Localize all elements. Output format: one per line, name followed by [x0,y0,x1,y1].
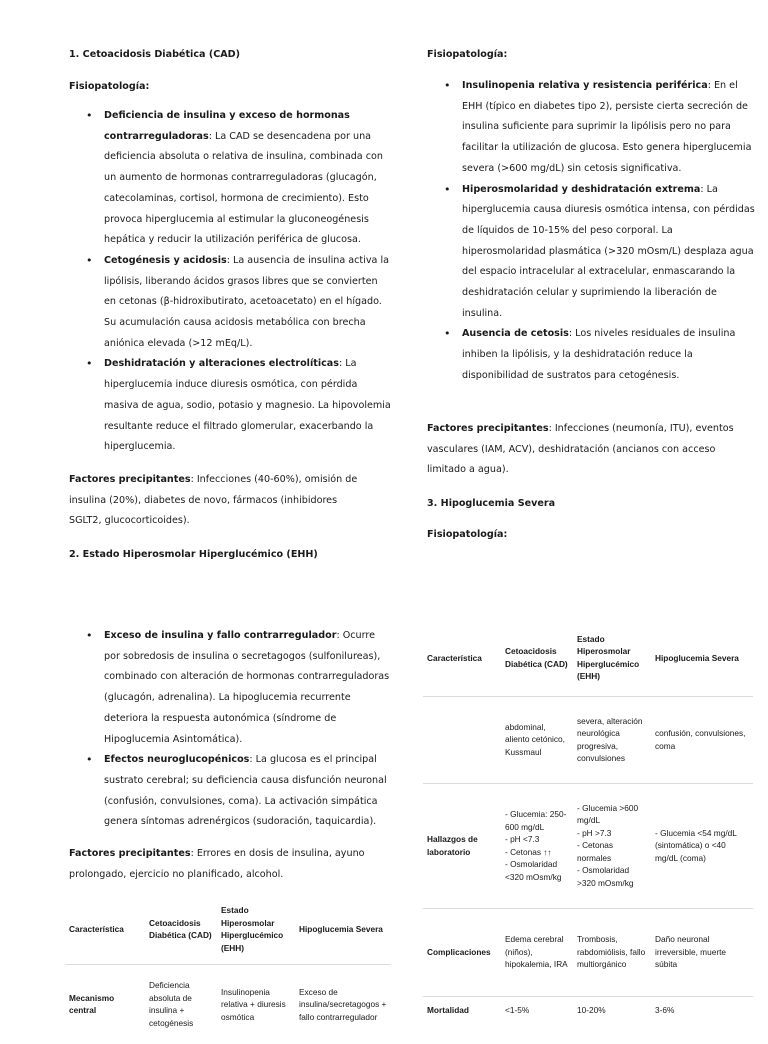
table-row: Mortalidad <1-5% 10-20% 3-6% [427,1005,675,1015]
section-3-title: 3. Hipoglucemia Severa [427,498,556,509]
section-2-title: 2. Estado Hiperosmolar Hiperglucémico (EHH) [69,549,318,560]
list-item: • Deficiencia de insulina y exceso de hormonas contrarreguladoras: La CAD se desencadena por una deficiencia absoluta o relativa de insulina, combinada con un aumento de hormonas contrarreguladoras (glucagón, catecolaminas, cortisol, hormona de crecimiento). Esto provoca hiperglucemia al estimular la gluconeogénesis hepática y reducir la utilización periférica de glucosa. [69,106,391,251]
list-item: • Exceso de insulina y fallo contrarregulador: Ocurre por sobredosis de insulina o secretagogos (sulfonilureas), combinado con alteración de hormonas contrarreguladoras (glucagón, adrenalina). La hipoglucemia recurrente deteriora la respuesta autonómica (síndrome de Hipoglucemia Asintomática). [69,626,391,750]
list-item: • Hiperosmolaridad y deshidratación extrema: La hiperglucemia causa diuresis osmótica intensa, con pérdidas de líquidos de 10-15% del peso corporal. La hiperosmolaridad plasmática (>320 mOsm/L) desplaza agua del espacio intracelular al extracelular, enmascarando la deshidratación celular y suprimiendo la liberación de insulina. [427,180,757,325]
list-item: • Deshidratación y alteraciones electrolíticas: La hiperglucemia induce diuresis osmótica, con pérdida masiva de agua, sodio, potasio y magnesio. La hipovolemia resultante reduce el filtrado glomerular, exacerbando la hiperglucemia. [69,354,391,458]
list-item: • Ausencia de cetosis: Los niveles residuales de insulina inhiben la lipólisis, y la deshidratación reduce la disponibilidad de sustratos para cetogénesis. [427,324,757,386]
table-row: Complicaciones Edema cerebral (niños), hipokalemia, IRA Trombosis, rabdomiólisis, fallo multiorgánico Daño neuronal irreversible, muerte súbita [423,908,753,996]
section-2-fisio-heading: Fisiopatología: [427,49,508,60]
table-row: Mecanismo central Deficiencia absoluta de insulina + cetogénesis Insulinopenia relativa + diuresis osmótica Exceso de insulina/secretagogos + fallo contrarregulador [69,980,387,1028]
section-1-fisio-heading: Fisiopatología: [69,81,150,92]
section-3-fisio-heading: Fisiopatología: [427,529,508,540]
list-item: • Efectos neuroglucopénicos: La glucosa es el principal sustrato cerebral; su deficiencia causa disfunción neuronal (confusión, convulsiones, coma). La activación simpática genera síntomas adrenérgicos (sudoración, taquicardia). [69,750,391,833]
section-3-list [69,626,391,833]
section-1-title: 1. Cetoacidosis Diabética (CAD) [69,49,241,60]
list-item: • Cetogénesis y acidosis: La ausencia de insulina activa la lipólisis, liberando ácidos grasos libres que se convierten en cetonas (β-hidroxibutirato, acetoacetato) en el hígado. Su acumulación causa acidosis metabólica con brecha aniónica elevada (>12 mEq/L). [69,251,391,355]
comparison-table-left [65,895,391,1044]
section-2-list [427,76,757,387]
table-header-row: Característica Cetoacidosis Diabética (CAD) Estado Hiperosmolar Hiperglucémico (EHH) Hipoglucemia Severa [423,620,753,696]
section-1-factores: Factores precipitantes: Infecciones (40-60%), omisión de insulina (20%), diabetes de novo, fármacos (inhibidores SGLT2, glucocorticoides). [69,474,358,527]
table-row: abdominal, aliento cetónico, Kussmaul severa, alteración neurológica progresiva, convulsiones confusión, convulsiones, coma [423,696,753,783]
comparison-table-right [423,620,753,1024]
section-3-factores: Factores precipitantes: Errores en dosis de insulina, ayuno prolongado, ejercicio no planificado, alcohol. [69,848,365,880]
section-2-factores: Factores precipitantes: Infecciones (neumonía, ITU), eventos vasculares (IAM, ACV), deshidratación (ancianos con acceso limitado a agua). [427,423,734,476]
section-1-list [69,106,391,458]
table-header-row: Característica Cetoacidosis Diabética (CAD) Estado Hiperosmolar Hiperglucémico (EHH) Hipoglucemia Severa [65,895,391,964]
table-row: Hallazgos de laboratorio - Glucemia: 250-600 mg/dL - pH <7.3 - Cetonas ↑↑ - Osmolaridad <320 mOsm/kg - Glucemia >600 mg/dL - pH >7.3 - Cetonas normales - Osmolaridad >320 mOsm/kg - Glucemia <54 mg/dL (sintomática) o <40 mg/dL (coma) [423,783,753,908]
list-item: • Insulinopenia relativa y resistencia periférica: En el EHH (típico en diabetes tipo 2), persiste cierta secreción de insulina suficiente para suprimir la lipólisis pero no para facilitar la utilización de glucosa. Esto genera hiperglucemia severa (>600 mg/dL) sin cetosis significativa. [427,76,757,180]
